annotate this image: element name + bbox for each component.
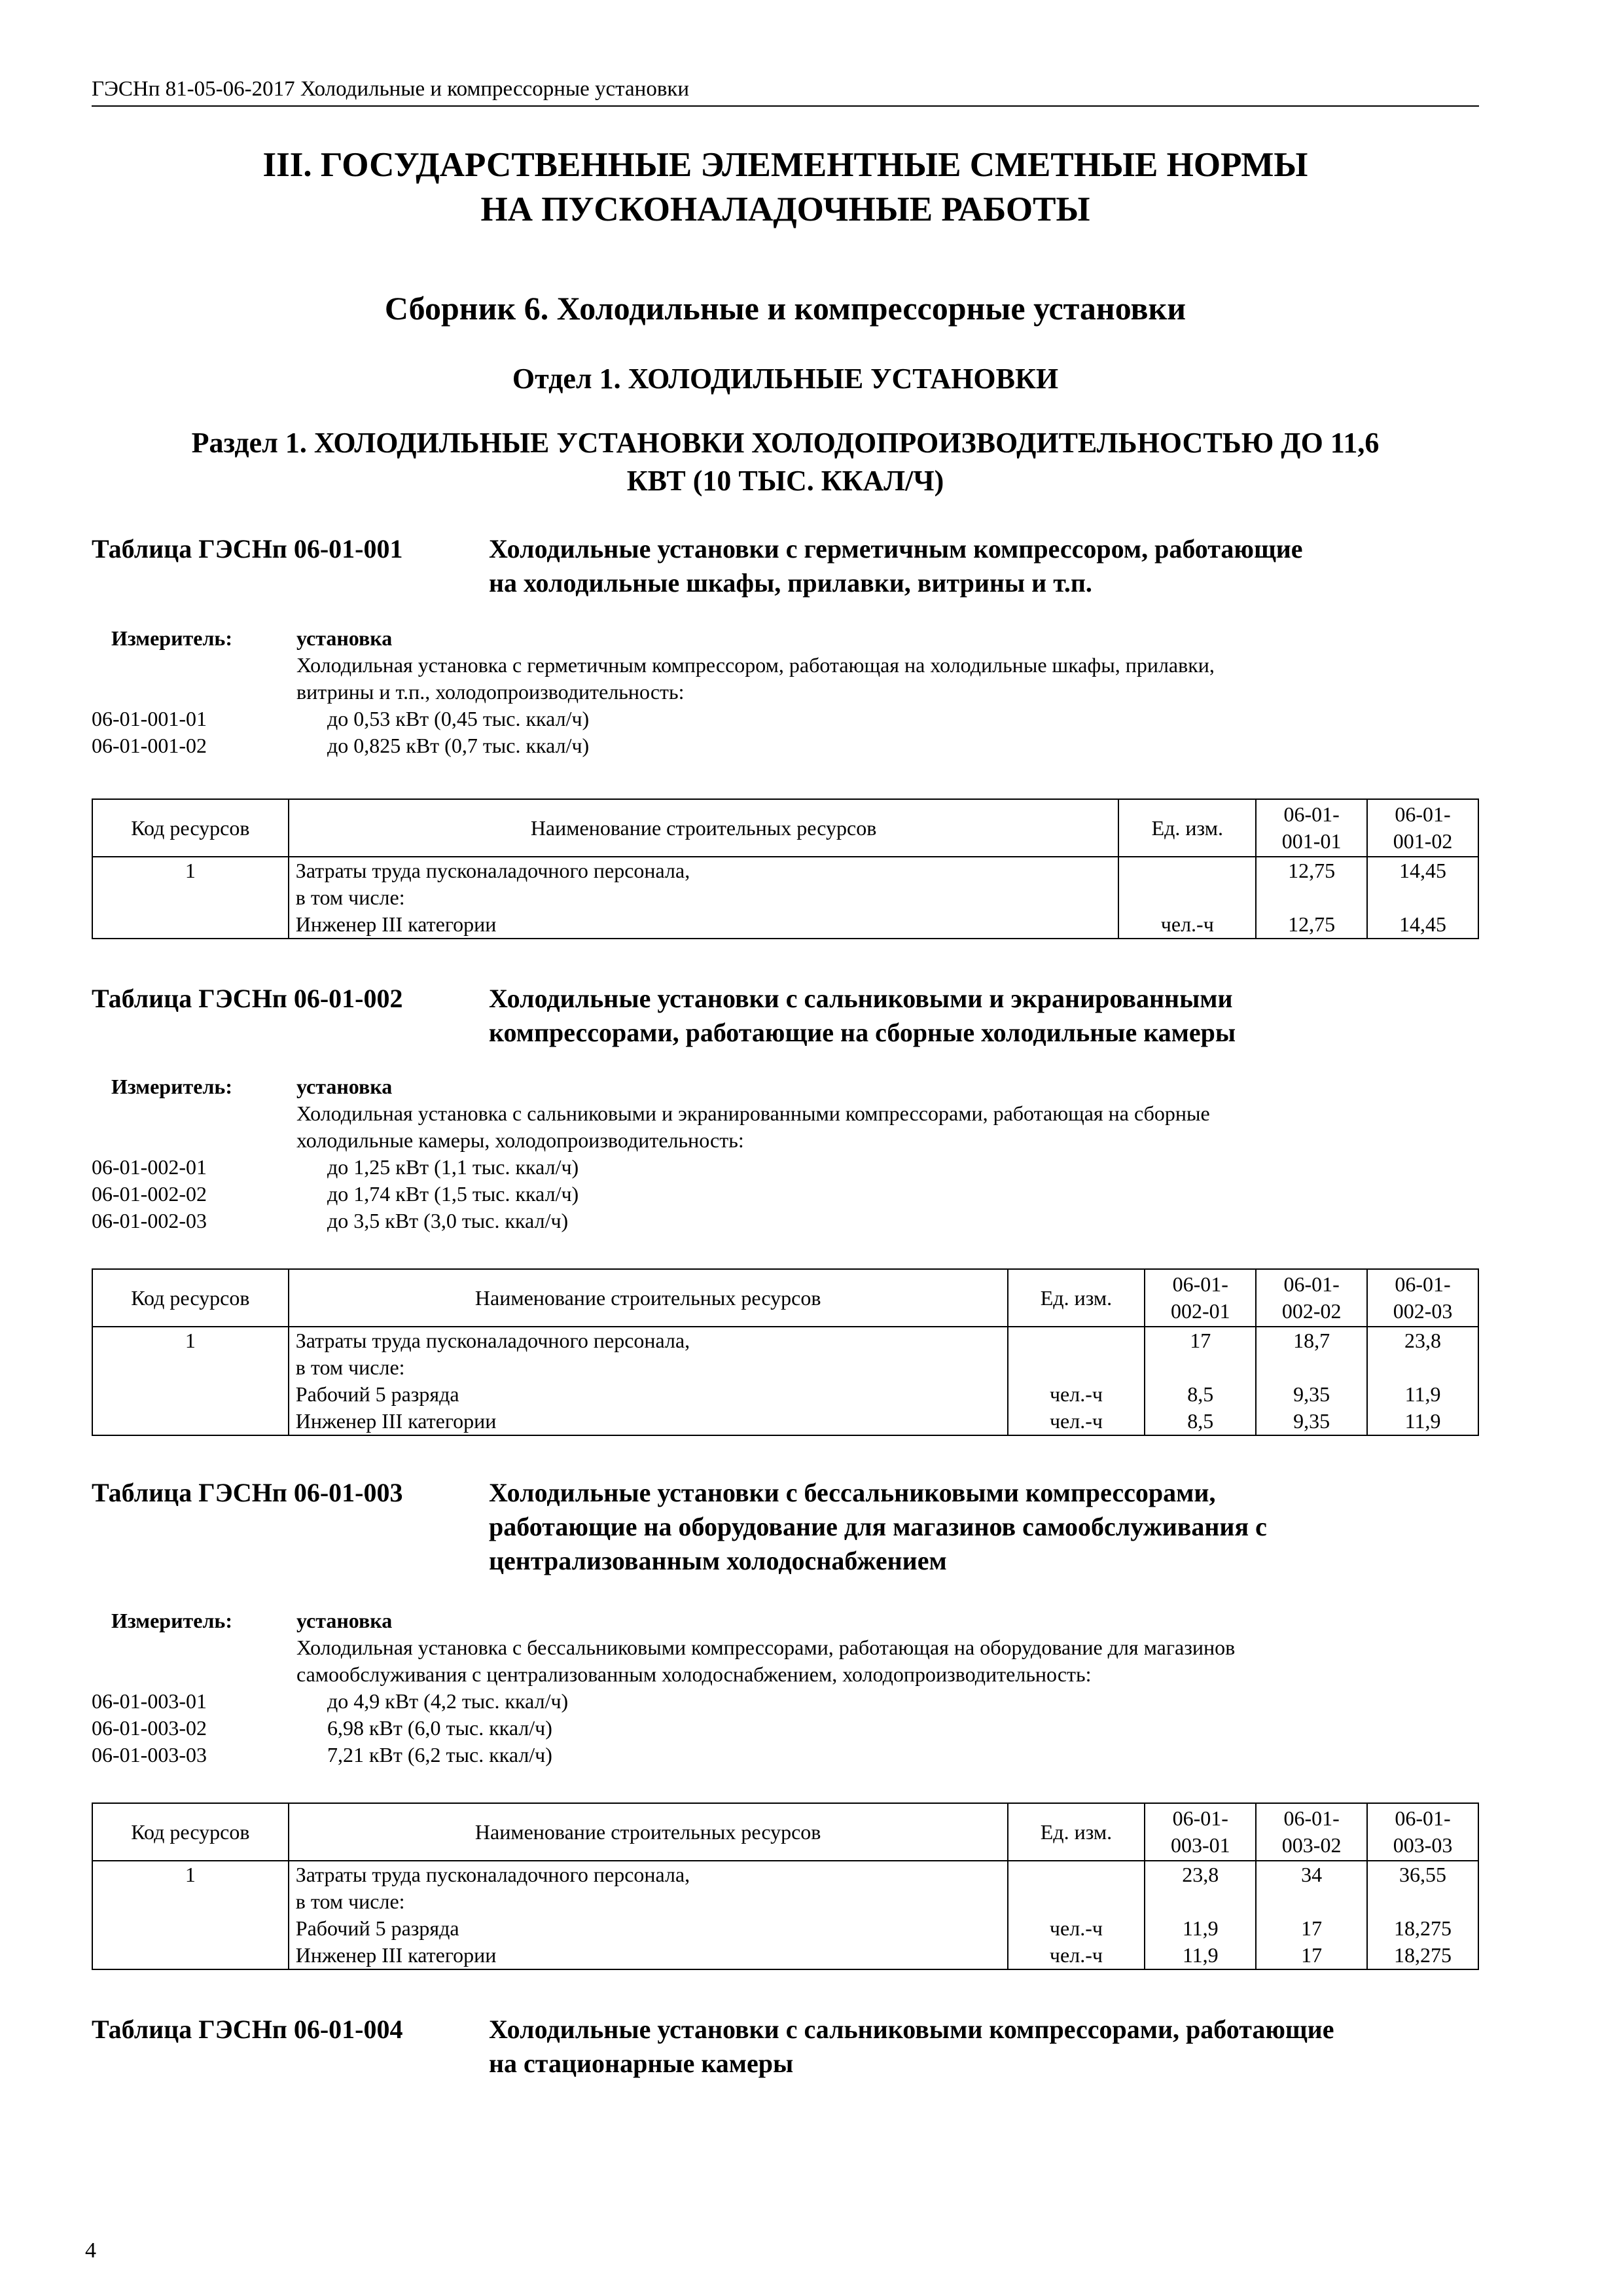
norm-value-cell xyxy=(1367,1327,1478,1435)
norm-value: 12,75 xyxy=(1288,859,1336,882)
norm-value: 18,7 xyxy=(1293,1329,1330,1352)
norm-item xyxy=(92,1181,579,1208)
meter-label: Измеритель: xyxy=(111,1075,232,1098)
resource-name-line: Затраты труда пусконаладочного персонала, xyxy=(295,1863,690,1886)
norm-value: 36,55 xyxy=(1399,1863,1447,1886)
section-title-line1: Раздел 1. ХОЛОДИЛЬНЫЕ УСТАНОВКИ ХОЛОДОПРОИЗВОДИТЕЛЬНОСТЬЮ ДО 11,6 xyxy=(191,427,1380,459)
norm-code: 06-01-002-03 xyxy=(92,1209,207,1232)
norm-text: 7,21 кВт (6,2 тыс. ккал/ч) xyxy=(327,1743,552,1767)
meter-description-line: Холодильная установка с герметичным компрессором, работающая на холодильные шкафы, прилавки, xyxy=(296,653,1215,677)
norm-code: 06-01-003-03 xyxy=(92,1743,207,1767)
resource-unit-line xyxy=(1126,884,1249,911)
table-code: Таблица ГЭСНп 06-01-001 xyxy=(92,534,403,564)
norm-text: 6,98 кВт (6,0 тыс. ккал/ч) xyxy=(327,1716,552,1740)
resource-unit-line: чел.-ч xyxy=(1049,1409,1103,1433)
resource-name-line: Инженер III категории xyxy=(295,912,497,936)
table-row xyxy=(92,857,1478,939)
table-name-line: Холодильные установки с сальниковыми компрессорами, работающие xyxy=(489,2015,1334,2044)
meter-description-line: холодильные камеры, холодопроизводительность: xyxy=(296,1128,744,1152)
norm-value-cell xyxy=(1145,1861,1256,1969)
resource-unit-line xyxy=(1015,1354,1138,1381)
norm-value: 17 xyxy=(1301,1916,1323,1940)
resource-name-line: в том числе: xyxy=(295,1355,405,1379)
norm-value-cell xyxy=(1145,1327,1256,1435)
resource-unit xyxy=(1118,857,1256,939)
resource-name xyxy=(289,1861,1008,1969)
col-header-norm-line: 06-01- xyxy=(1395,1272,1451,1296)
norm-code: 06-01-003-02 xyxy=(92,1716,207,1740)
col-header-norm-line: 06-01- xyxy=(1395,1806,1451,1830)
norm-item xyxy=(92,732,589,759)
col-header-norm xyxy=(1367,1269,1478,1327)
norm-value-cell xyxy=(1256,857,1367,939)
part-title-line1: III. ГОСУДАРСТВЕННЫЕ ЭЛЕМЕНТНЫЕ СМЕТНЫЕ НОРМЫ xyxy=(262,146,1308,184)
norm-value-cell xyxy=(1367,857,1478,939)
resource-unit-line xyxy=(1015,1327,1138,1354)
col-header-norm-line: 06-01- xyxy=(1283,1806,1340,1830)
resource-code: 1 xyxy=(92,1861,289,1969)
col-header-code: Код ресурсов xyxy=(92,799,289,857)
col-header-norm xyxy=(1367,1803,1478,1861)
norm-value: 23,8 xyxy=(1404,1329,1442,1352)
norm-text: до 1,74 кВт (1,5 тыс. ккал/ч) xyxy=(327,1182,579,1206)
table-name-line: Холодильные установки с сальниковыми и экранированными xyxy=(489,984,1233,1013)
resource-name-line: Инженер III категории xyxy=(295,1943,497,1967)
norm-code: 06-01-001-02 xyxy=(92,734,207,757)
table-name-line: работающие на оборудование для магазинов самообслуживания с xyxy=(489,1512,1267,1541)
col-header-code: Код ресурсов xyxy=(92,1803,289,1861)
resource-table-001 xyxy=(92,798,1479,939)
col-header-unit: Ед. изм. xyxy=(1118,799,1256,857)
col-header-norm xyxy=(1256,799,1367,857)
norm-value: 11,9 xyxy=(1404,1382,1441,1406)
norm-value xyxy=(1374,1354,1471,1381)
resource-unit xyxy=(1008,1861,1145,1969)
norm-value xyxy=(1263,884,1360,911)
norm-value: 17 xyxy=(1190,1329,1211,1352)
table-title-001 xyxy=(92,532,1479,604)
table-name-line: централизованным холодоснабжением xyxy=(489,1546,947,1575)
norm-value: 12,75 xyxy=(1288,912,1336,936)
section-title xyxy=(92,424,1479,500)
norm-value-cell xyxy=(1367,1861,1478,1969)
resource-unit-line xyxy=(1015,1888,1138,1915)
norm-value: 9,35 xyxy=(1293,1382,1330,1406)
norm-value: 23,8 xyxy=(1182,1863,1219,1886)
running-header: ГЭСНп 81-05-06-2017 Холодильные и компрессорные установки xyxy=(92,77,1479,107)
norm-item xyxy=(92,1208,568,1234)
section-title-line2: КВТ (10 ТЫС. ККАЛ/Ч) xyxy=(626,465,944,497)
norm-value: 11,9 xyxy=(1404,1409,1441,1433)
col-header-norm-line: 06-01- xyxy=(1283,802,1340,826)
table-name-line: компрессорами, работающие на сборные холодильные камеры xyxy=(489,1018,1236,1047)
resource-name-line: Рабочий 5 разряда xyxy=(295,1916,459,1940)
meter-label: Измеритель: xyxy=(111,1609,232,1632)
table-header-row xyxy=(92,1803,1478,1861)
norm-value xyxy=(1152,1354,1249,1381)
meter-description-line: самообслуживания с централизованным холодоснабжением, холодопроизводительность: xyxy=(296,1662,1092,1686)
meter-description-line: Холодильная установка с сальниковыми и экранированными компрессорами, работающая на сборные xyxy=(296,1102,1210,1125)
col-header-norm-line: 003-03 xyxy=(1393,1833,1453,1857)
table-header-row xyxy=(92,1269,1478,1327)
col-header-norm-line: 06-01- xyxy=(1172,1806,1228,1830)
table-row xyxy=(92,1861,1478,1969)
col-header-norm-line: 002-03 xyxy=(1393,1299,1453,1323)
resource-unit-line xyxy=(1015,1861,1138,1888)
norm-text: до 1,25 кВт (1,1 тыс. ккал/ч) xyxy=(327,1155,579,1179)
meter-block-003 xyxy=(92,1607,1479,1778)
resource-unit xyxy=(1008,1327,1145,1435)
table-name-line: Холодильные установки с бессальниковыми компрессорами, xyxy=(489,1478,1216,1507)
col-header-norm-line: 06-01- xyxy=(1395,802,1451,826)
table-title-003 xyxy=(92,1476,1479,1581)
meter-description-line: Холодильная установка с бессальниковыми компрессорами, работающая на оборудование для магазинов xyxy=(296,1636,1236,1659)
col-header-norm-line: 001-01 xyxy=(1281,829,1342,853)
table-title-004 xyxy=(92,2013,1479,2085)
table-name-line: Холодильные установки с герметичным компрессором, работающие xyxy=(489,534,1303,564)
norm-text: до 0,825 кВт (0,7 тыс. ккал/ч) xyxy=(327,734,590,757)
col-header-norm-line: 003-01 xyxy=(1170,1833,1230,1857)
resource-name-line: в том числе: xyxy=(295,1890,405,1913)
resource-name xyxy=(289,857,1119,939)
meter-unit: установка xyxy=(296,1075,393,1098)
table-title-002 xyxy=(92,982,1479,1054)
resource-name-line: Затраты труда пусконаладочного персонала, xyxy=(295,859,690,882)
table-name xyxy=(489,2013,1569,2081)
table-name xyxy=(489,532,1569,600)
resource-name-line: Рабочий 5 разряда xyxy=(295,1382,459,1406)
norm-value: 11,9 xyxy=(1182,1943,1219,1967)
norm-value-cell xyxy=(1256,1861,1367,1969)
norm-value: 14,45 xyxy=(1399,859,1447,882)
norm-value: 17 xyxy=(1301,1943,1323,1967)
resource-unit-line: чел.-ч xyxy=(1160,912,1214,936)
collection-title: Сборник 6. Холодильные и компрессорные установки xyxy=(384,290,1186,327)
norm-value xyxy=(1374,884,1471,911)
norm-text: до 3,5 кВт (3,0 тыс. ккал/ч) xyxy=(327,1209,569,1232)
col-header-norm-line: 002-02 xyxy=(1281,1299,1342,1323)
norm-value xyxy=(1152,1888,1249,1915)
col-header-norm-line: 003-02 xyxy=(1281,1833,1342,1857)
col-header-name: Наименование строительных ресурсов xyxy=(289,1803,1008,1861)
resource-code: 1 xyxy=(92,1327,289,1435)
norm-item xyxy=(92,1154,579,1181)
table-code: Таблица ГЭСНп 06-01-004 xyxy=(92,2015,403,2044)
col-header-norm-line: 001-02 xyxy=(1393,829,1453,853)
resource-unit-line: чел.-ч xyxy=(1049,1916,1103,1940)
table-code: Таблица ГЭСНп 06-01-002 xyxy=(92,984,403,1013)
part-title xyxy=(92,143,1479,232)
resource-name-line: в том числе: xyxy=(295,886,405,909)
resource-code: 1 xyxy=(92,857,289,939)
col-header-norm-line: 002-01 xyxy=(1170,1299,1230,1323)
resource-unit-line: чел.-ч xyxy=(1049,1943,1103,1967)
norm-value: 14,45 xyxy=(1399,912,1447,936)
col-header-name: Наименование строительных ресурсов xyxy=(289,799,1119,857)
table-name xyxy=(489,1476,1569,1578)
norm-code: 06-01-001-01 xyxy=(92,707,207,730)
table-row xyxy=(92,1327,1478,1435)
col-header-name: Наименование строительных ресурсов xyxy=(289,1269,1008,1327)
table-name-line: на холодильные шкафы, прилавки, витрины и т.п. xyxy=(489,568,1092,598)
resource-unit-line xyxy=(1126,857,1249,884)
norm-text: до 0,53 кВт (0,45 тыс. ккал/ч) xyxy=(327,707,590,730)
table-code: Таблица ГЭСНп 06-01-003 xyxy=(92,1478,403,1507)
norm-value: 18,275 xyxy=(1394,1943,1452,1967)
col-header-norm-line: 06-01- xyxy=(1172,1272,1228,1296)
meter-description xyxy=(296,1100,1474,1154)
table-header-row xyxy=(92,799,1478,857)
norm-item xyxy=(92,1742,552,1768)
norm-item xyxy=(92,706,589,732)
page-number: 4 xyxy=(85,2238,96,2263)
meter-label: Измеритель: xyxy=(111,626,232,650)
col-header-norm xyxy=(1256,1803,1367,1861)
norm-code: 06-01-003-01 xyxy=(92,1689,207,1713)
norm-value xyxy=(1263,1354,1360,1381)
meter-description-line: витрины и т.п., холодопроизводительность: xyxy=(296,680,685,704)
col-header-norm xyxy=(1145,1803,1256,1861)
meter-block-002 xyxy=(92,1073,1479,1244)
col-header-unit: Ед. изм. xyxy=(1008,1269,1145,1327)
norm-value: 8,5 xyxy=(1187,1409,1214,1433)
norm-value xyxy=(1374,1888,1471,1915)
norm-value: 34 xyxy=(1301,1863,1323,1886)
resource-name-line: Затраты труда пусконаладочного персонала, xyxy=(295,1329,690,1352)
norm-value: 9,35 xyxy=(1293,1409,1330,1433)
norm-item xyxy=(92,1688,568,1715)
resource-table-002 xyxy=(92,1268,1479,1436)
meter-block-001 xyxy=(92,625,1479,769)
col-header-norm xyxy=(1145,1269,1256,1327)
resource-name-line: Инженер III категории xyxy=(295,1409,497,1433)
resource-table-003 xyxy=(92,1803,1479,1970)
col-header-norm-line: 06-01- xyxy=(1283,1272,1340,1296)
table-name-line: на стационарные камеры xyxy=(489,2049,794,2078)
norm-value-cell xyxy=(1256,1327,1367,1435)
col-header-unit: Ед. изм. xyxy=(1008,1803,1145,1861)
table-name xyxy=(489,982,1569,1050)
part-title-line2: НА ПУСКОНАЛАДОЧНЫЕ РАБОТЫ xyxy=(480,190,1090,228)
meter-description xyxy=(296,652,1474,706)
norm-value: 8,5 xyxy=(1187,1382,1214,1406)
norm-value: 18,275 xyxy=(1394,1916,1452,1940)
norm-value: 11,9 xyxy=(1182,1916,1219,1940)
norm-code: 06-01-002-01 xyxy=(92,1155,207,1179)
col-header-norm xyxy=(1256,1269,1367,1327)
resource-unit-line: чел.-ч xyxy=(1049,1382,1103,1406)
col-header-code: Код ресурсов xyxy=(92,1269,289,1327)
department-title: Отдел 1. ХОЛОДИЛЬНЫЕ УСТАНОВКИ xyxy=(512,363,1059,395)
norm-value xyxy=(1263,1888,1360,1915)
meter-unit: установка xyxy=(296,1609,393,1632)
resource-name xyxy=(289,1327,1008,1435)
norm-text: до 4,9 кВт (4,2 тыс. ккал/ч) xyxy=(327,1689,569,1713)
col-header-norm xyxy=(1367,799,1478,857)
norm-code: 06-01-002-02 xyxy=(92,1182,207,1206)
meter-unit: установка xyxy=(296,626,393,650)
meter-description xyxy=(296,1634,1474,1688)
norm-item xyxy=(92,1715,552,1742)
